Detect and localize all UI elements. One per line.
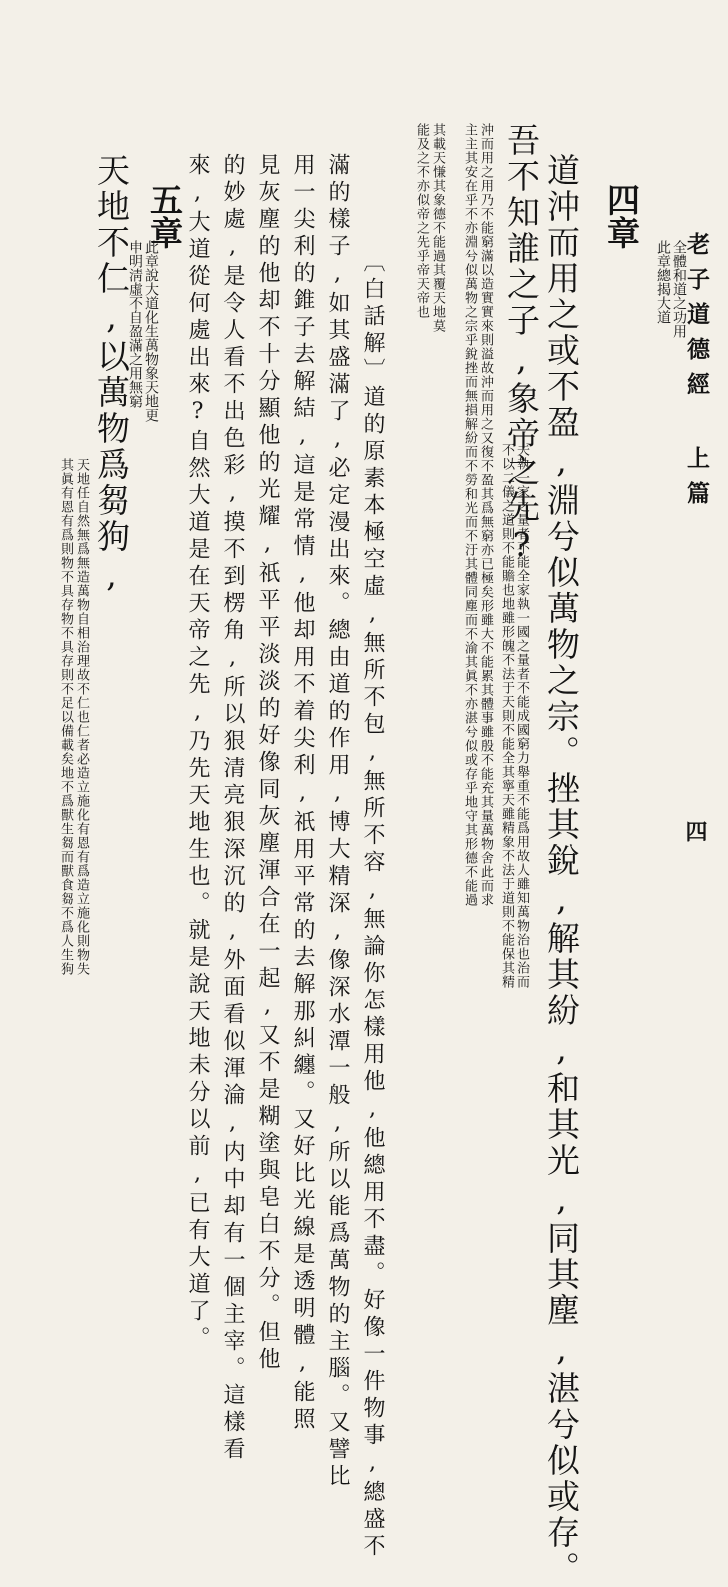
chapter-4-text-line-2: 吾不知誰之子,象帝之先? xyxy=(502,123,541,567)
chapter-4-translation-1: 〔白話解〕道的原素本極空虛,無所不包,無所不容,無論你怎樣用他,他總用不盡。好像一件物事,總盛不 xyxy=(360,250,385,1561)
chapter-4-commentary-3: 沖而用之用乃不能窮滿以造實實來則溢故沖而用之又復不盈其爲無窮亦已極矣形雖大不能累其體事雖殷不能充其量萬物舍此而求 xyxy=(478,123,493,907)
chapter-4-translation-5: 的妙處,是令人看不出色彩,摸不到楞角,所以狠清亮狠深沉的,外面看似渾淪,内中却有一個主宰。這樣看 xyxy=(220,153,245,1464)
chapter-4-summary-1: 此章總揭大道 xyxy=(655,240,671,324)
chapter-4-translation-4: 見灰塵的他却不十分顯他的光耀,祇平平淡淡的好像同灰塵渾合在一起,又不是糊塗與皂白不分。但他 xyxy=(255,153,280,1374)
chapter-4-translation-6: 來,大道從何處出來?自然大道是在天帝之先,乃先天地生也。就是說天地未分以前,已有大道了。 xyxy=(185,153,210,1353)
chapter-5-summary-2: 申明淸虛不自盈滿之用無窮 xyxy=(127,240,143,408)
chapter-5-commentary-1: 天地任自然無爲無造萬物自相治理故不仁也仁者必造立施化有恩有爲造立施化則物失 xyxy=(74,458,89,976)
chapter-4-translation-2: 滿的樣子,如其盛滿了,必定漫出來。總由道的作用,博大精深,像深水潭一般,所以能爲萬物的主腦。又譬比 xyxy=(325,153,350,1491)
chapter-4-commentary-1: 夫執一家之量者不能全家執一國之量者不能成國窮力舉重不能爲用故人雖知萬物治也治而 xyxy=(514,443,529,989)
chapter-4-commentary-5: 其載天慊其象德不能過其覆天地莫 xyxy=(430,123,445,333)
page-number: 四 xyxy=(682,820,708,842)
chapter-4-translation-3: 用一尖利的錐子去解結,這是常情,他却用不着尖利,祇用平常的去解那糾纏。又好比光線是透明體,能照 xyxy=(290,153,315,1434)
chapter-4-text-line-1: 道沖而用之或不盈,淵兮似萬物之宗。挫其銳,解其紛,和其光,同其塵,湛兮似或存。 xyxy=(542,153,581,1587)
running-title: 老子道德經 上篇 xyxy=(683,232,710,516)
chapter-4-commentary-6: 能及之不亦似帝之先乎帝天帝也 xyxy=(414,123,429,319)
chapter-5-commentary-2: 其眞有恩有爲則物不具存物不具存則不足以備載矣地不爲獸生芻而獸食芻不爲人生狗 xyxy=(58,458,73,976)
chapter-4-title: 四章 xyxy=(602,183,641,249)
chapter-4-commentary-4: 主主其安在乎不亦淵兮似萬物之宗乎銳挫而無損解紛而不勞和光而不汙其體同塵而不渝其眞不亦湛兮似或存乎地守其形德不能過 xyxy=(462,123,477,907)
chapter-5-text-line-1: 天地不仁,以萬物爲芻狗, xyxy=(92,153,131,597)
chapter-4-summary-2: 全體和道之功用 xyxy=(671,240,687,338)
chapter-4-commentary-2: 不以二儀之道則不能贍也地雖形魄不法于天則不能全其寧天雖精象不法于道則不能保其精 xyxy=(499,443,514,989)
chapter-5-title: 五章 xyxy=(145,183,184,249)
chapter-5-summary-1: 此章說大道化生萬物象天地更 xyxy=(143,240,159,422)
